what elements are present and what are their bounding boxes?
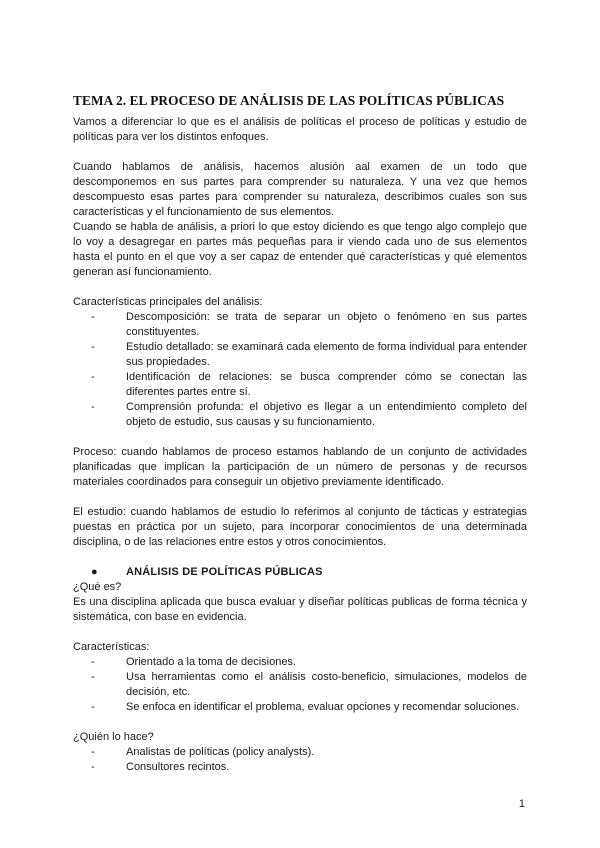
page-content <box>73 92 527 775</box>
list-item: - Identificación de relaciones: se busca comprender cómo se conectan las diferentes partes entre sí. <box>91 370 527 400</box>
proceso-paragraph: Proceso: cuando hablamos de proceso estamos hablando de un conjunto de actividades planificadas que implican la participación de un número de personas y de recursos materiales coordinados para conseguir un objetivo previamente identificado. <box>73 446 527 488</box>
section-caracteristicas-label: Características: <box>73 641 150 653</box>
section-heading <box>91 565 527 580</box>
que-es-answer: Es una disciplina aplicada que busca evaluar y diseñar políticas publicas de forma técnica y sistemática, con base en evidencia. <box>73 596 527 623</box>
intro-paragraph: Vamos a diferenciar lo que es el análisis de políticas el proceso de políticas y estudio de políticas para ver los distintos enfoques. <box>73 116 527 143</box>
list-item: - Descomposición: se trata de separar un objeto o fenómeno en sus partes constituyentes. <box>91 310 527 340</box>
que-es-question: ¿Qué es? <box>73 581 122 593</box>
section-heading-text: ANÁLISIS DE POLÍTICAS PÚBLICAS <box>126 566 323 578</box>
caracteristicas-list <box>73 310 527 430</box>
list-item: - Consultores recintos. <box>91 760 527 775</box>
list-item: - Comprensión profunda: el objetivo es llegar a un entendimiento completo del objeto de estudio, sus causas y su funcionamiento. <box>91 400 527 430</box>
list-item: - Estudio detallado: se examinará cada elemento de forma individual para entender sus propiedades. <box>91 340 527 370</box>
list-item: - Analistas de políticas (policy analysts). <box>91 745 527 760</box>
quien-list <box>73 745 527 775</box>
list-item: - Usa herramientas como el análisis costo-beneficio, simulaciones, modelos de decisión, etc. <box>91 670 527 700</box>
quien-question: ¿Quién lo hace? <box>73 731 154 743</box>
list-item: - Se enfoca en identificar el problema, evaluar opciones y recomendar soluciones. <box>91 700 527 715</box>
list-item: - Orientado a la toma de decisiones. <box>91 655 527 670</box>
bullet-icon: ● <box>91 566 98 578</box>
caracteristicas-intro: Características principales del análisis: <box>73 296 263 308</box>
section-caracteristicas-list <box>73 655 527 715</box>
page-number: 1 <box>518 798 525 810</box>
estudio-paragraph: El estudio: cuando hablamos de estudio lo referimos al conjunto de tácticas y estrategias puestas en práctica por un sujeto, para incorporar conocimientos de una determinada disciplina, o de las relaciones entre estos y otros conocimientos. <box>73 506 527 548</box>
analisis-paragraph-1: Cuando hablamos de análisis, hacemos alusión aal examen de un todo que descomponemos en sus partes para comprender su naturaleza. Y una vez que hemos descompuesto esas partes para comprender su naturaleza, describimos cuales son sus características y el funcionamiento de sus elementos. <box>73 161 527 218</box>
analisis-paragraph-2: Cuando se habla de análisis, a priori lo que estoy diciendo es que tengo algo complejo que lo voy a desagregar en partes más pequeñas para ir viendo cada uno de sus elementos hasta el punto en el que voy a ser capaz de entender qué características y qué elementos generan así funcionamiento. <box>73 221 527 278</box>
document-title: TEMA 2. EL PROCESO DE ANÁLISIS DE LAS POLÍTICAS PÚBLICAS <box>73 93 505 108</box>
